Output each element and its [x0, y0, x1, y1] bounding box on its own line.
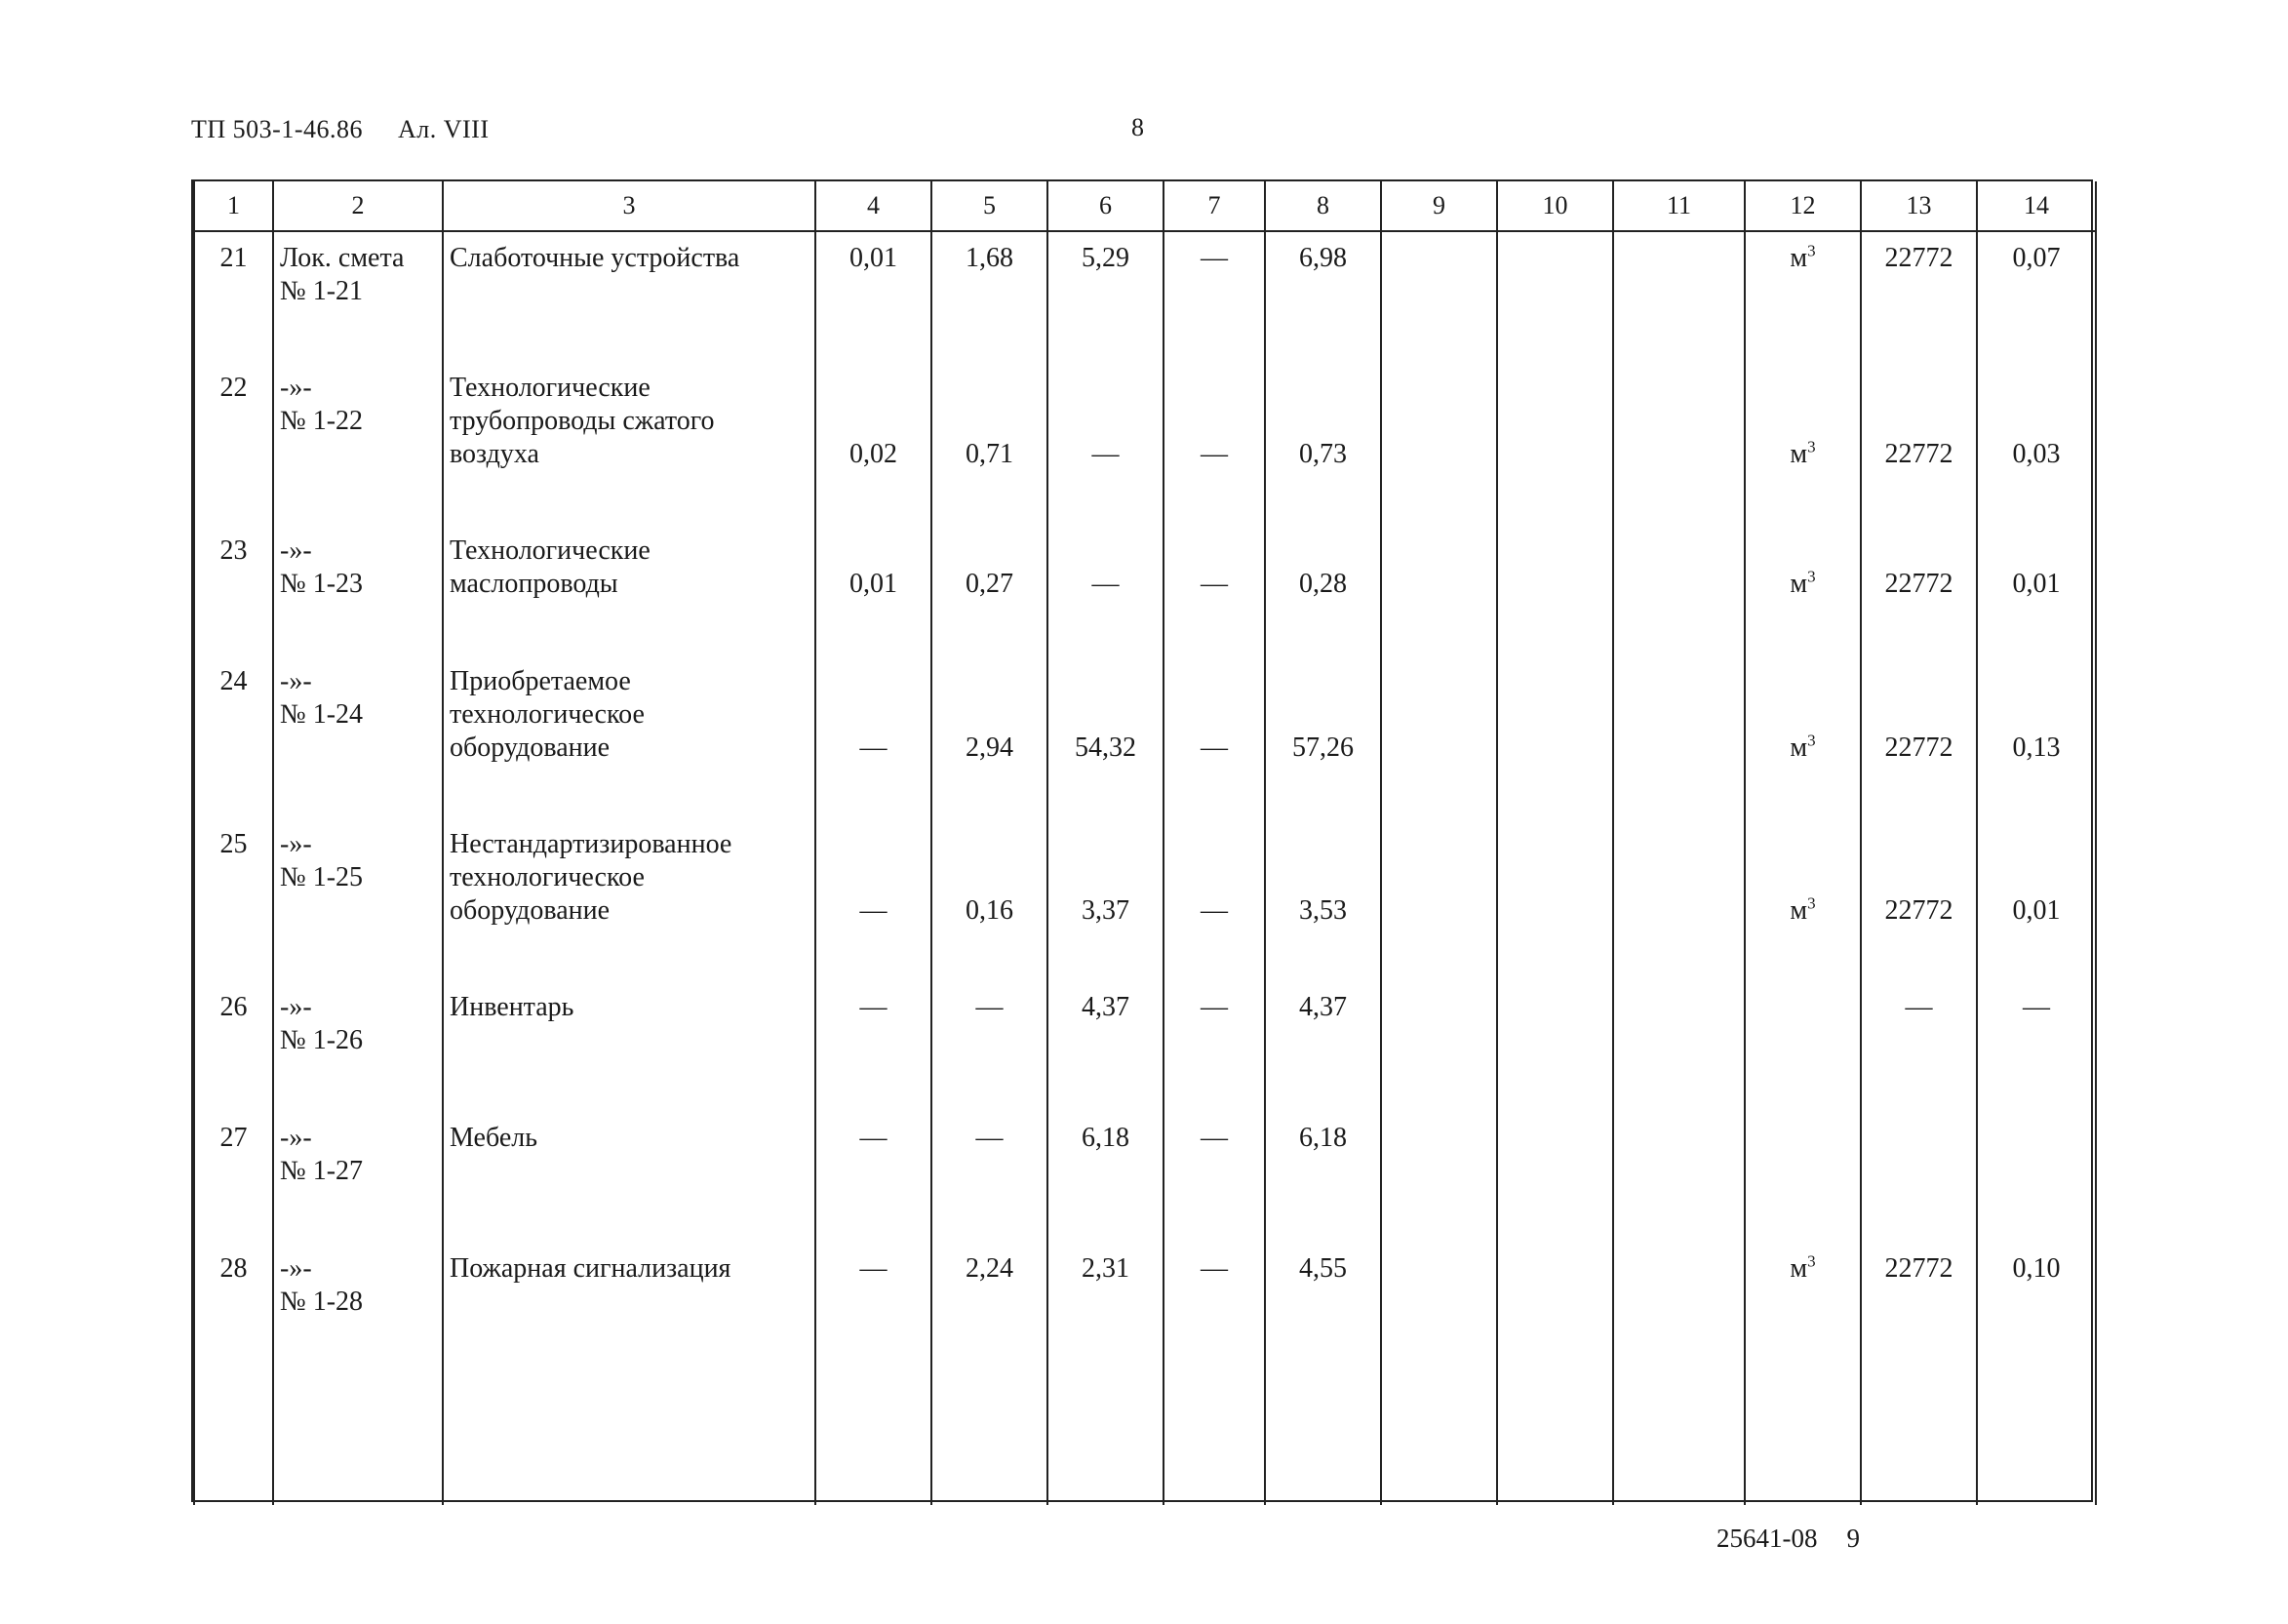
value-c5: —	[931, 1112, 1047, 1243]
column-header-8: 8	[1265, 181, 1381, 231]
work-name-line: Технологические	[450, 373, 651, 403]
value-c6: 6,18	[1047, 1112, 1164, 1243]
column-header-2: 2	[273, 181, 443, 231]
table-row	[194, 981, 2096, 1112]
value-c9	[1381, 362, 1497, 525]
value-c4: —	[815, 818, 931, 981]
row-number: 24	[194, 655, 273, 818]
reference-line-1: -»-	[280, 1123, 312, 1153]
value-c5: 1,68	[931, 231, 1047, 362]
column-number-header	[194, 181, 2096, 231]
reference-line-2: № 1-21	[280, 276, 364, 306]
value-c9	[1381, 818, 1497, 981]
column-header-10: 10	[1497, 181, 1613, 231]
document-code	[191, 115, 490, 144]
value-c11	[1613, 1112, 1745, 1243]
value-c5: 2,94	[931, 655, 1047, 818]
value-c7: —	[1164, 1112, 1265, 1243]
value-c14	[1977, 1112, 2096, 1243]
unit-of-measure	[1745, 818, 1861, 981]
value-c14: 0,07	[1977, 231, 2096, 362]
unit-of-measure	[1745, 362, 1861, 525]
unit-of-measure	[1745, 981, 1861, 1112]
estimate-reference	[273, 362, 443, 525]
value-c9	[1381, 525, 1497, 655]
value-c8: 3,53	[1265, 818, 1381, 981]
value-c6: 5,29	[1047, 231, 1164, 362]
estimate-reference	[273, 1243, 443, 1505]
value-c9	[1381, 981, 1497, 1112]
work-name-line: оборудование	[450, 895, 611, 926]
row-number: 22	[194, 362, 273, 525]
work-name-line: Мебель	[450, 1123, 538, 1153]
value-c4: 0,02	[815, 362, 931, 525]
value-c8: 6,98	[1265, 231, 1381, 362]
reference-line-2: № 1-26	[280, 1025, 364, 1055]
value-c4: —	[815, 1112, 931, 1243]
value-c5: —	[931, 981, 1047, 1112]
work-name	[443, 362, 815, 525]
value-c11	[1613, 362, 1745, 525]
value-c8: 57,26	[1265, 655, 1381, 818]
work-name-line: Слаботочные устройства	[450, 243, 740, 273]
value-c9	[1381, 1243, 1497, 1505]
unit-superscript: 3	[1807, 241, 1816, 260]
value-c6: 3,37	[1047, 818, 1164, 981]
value-c10	[1497, 655, 1613, 818]
row-number: 25	[194, 818, 273, 981]
column-header-7: 7	[1164, 181, 1265, 231]
row-number: 23	[194, 525, 273, 655]
value-c14: 0,10	[1977, 1243, 2096, 1505]
value-c8: 0,73	[1265, 362, 1381, 525]
table-row	[194, 1112, 2096, 1243]
reference-line-1: -»-	[280, 373, 312, 403]
value-c10	[1497, 1243, 1613, 1505]
estimate-reference	[273, 655, 443, 818]
work-name-line: технологическое	[450, 862, 645, 892]
value-c4: —	[815, 981, 931, 1112]
unit-of-measure	[1745, 231, 1861, 362]
estimate-reference	[273, 231, 443, 362]
estimate-reference	[273, 525, 443, 655]
archive-footer	[1716, 1524, 1860, 1554]
value-c6: —	[1047, 525, 1164, 655]
unit-text: м	[1790, 1253, 1808, 1284]
value-c14: 0,01	[1977, 525, 2096, 655]
reference-line-2: № 1-23	[280, 569, 364, 599]
value-c13: 22772	[1861, 655, 1977, 818]
unit-text: м	[1790, 895, 1808, 926]
value-c13: 22772	[1861, 525, 1977, 655]
work-name-line: технологическое	[450, 699, 645, 730]
value-c7: —	[1164, 1243, 1265, 1505]
value-c10	[1497, 981, 1613, 1112]
value-c13: —	[1861, 981, 1977, 1112]
column-header-13: 13	[1861, 181, 1977, 231]
column-header-6: 6	[1047, 181, 1164, 231]
value-c8: 0,28	[1265, 525, 1381, 655]
column-header-3: 3	[443, 181, 815, 231]
value-c6: 54,32	[1047, 655, 1164, 818]
row-number: 26	[194, 981, 273, 1112]
value-c5: 2,24	[931, 1243, 1047, 1505]
value-c10	[1497, 1112, 1613, 1243]
reference-line-2: № 1-28	[280, 1287, 364, 1317]
reference-line-2: № 1-27	[280, 1156, 364, 1186]
value-c5: 0,71	[931, 362, 1047, 525]
estimate-table	[193, 181, 2097, 1505]
work-name	[443, 818, 815, 981]
table-row	[194, 362, 2096, 525]
work-name	[443, 1112, 815, 1243]
value-c6: 4,37	[1047, 981, 1164, 1112]
unit-text: м	[1790, 243, 1808, 273]
value-c11	[1613, 818, 1745, 981]
sheet-number: 9	[1846, 1524, 1860, 1553]
value-c13: 22772	[1861, 231, 1977, 362]
value-c10	[1497, 362, 1613, 525]
column-header-4: 4	[815, 181, 931, 231]
column-header-5: 5	[931, 181, 1047, 231]
work-name-line: Пожарная сигнализация	[450, 1253, 731, 1284]
unit-superscript: 3	[1807, 1251, 1816, 1271]
estimate-reference	[273, 981, 443, 1112]
page-number: 8	[1131, 113, 1144, 141]
value-c11	[1613, 655, 1745, 818]
table-row	[194, 818, 2096, 981]
value-c8: 6,18	[1265, 1112, 1381, 1243]
unit-text: м	[1790, 733, 1808, 763]
album-number: Ал. VIII	[397, 115, 490, 143]
value-c9	[1381, 231, 1497, 362]
row-number: 27	[194, 1112, 273, 1243]
work-name-line: Приобретаемое	[450, 666, 631, 696]
work-name-line: оборудование	[450, 733, 611, 763]
value-c5: 0,27	[931, 525, 1047, 655]
value-c5: 0,16	[931, 818, 1047, 981]
unit-text: м	[1790, 569, 1808, 599]
value-c9	[1381, 1112, 1497, 1243]
unit-superscript: 3	[1807, 731, 1816, 750]
value-c11	[1613, 1243, 1745, 1505]
unit-superscript: 3	[1807, 893, 1816, 913]
unit-of-measure	[1745, 1243, 1861, 1505]
work-name-line: Нестандартизированное	[450, 829, 732, 859]
value-c14: 0,03	[1977, 362, 2096, 525]
reference-line-1: -»-	[280, 829, 312, 859]
value-c11	[1613, 525, 1745, 655]
reference-line-2: № 1-22	[280, 406, 364, 436]
value-c9	[1381, 655, 1497, 818]
work-name-line: воздуха	[450, 439, 539, 469]
work-name-line: Инвентарь	[450, 992, 574, 1022]
value-c14: 0,01	[1977, 818, 2096, 981]
value-c7: —	[1164, 525, 1265, 655]
reference-line-2: № 1-24	[280, 699, 364, 730]
unit-of-measure	[1745, 1112, 1861, 1243]
unit-superscript: 3	[1807, 437, 1816, 456]
archive-code: 25641-08	[1716, 1524, 1818, 1553]
value-c13: 22772	[1861, 818, 1977, 981]
work-name	[443, 655, 815, 818]
reference-line-1: Лок. смета	[280, 243, 405, 273]
column-header-11: 11	[1613, 181, 1745, 231]
value-c4: 0,01	[815, 231, 931, 362]
row-number: 21	[194, 231, 273, 362]
estimate-sheet	[191, 179, 2093, 1502]
table-body	[194, 231, 2096, 1505]
value-c6: 2,31	[1047, 1243, 1164, 1505]
value-c7: —	[1164, 362, 1265, 525]
value-c7: —	[1164, 818, 1265, 981]
value-c10	[1497, 525, 1613, 655]
reference-line-1: -»-	[280, 535, 312, 566]
value-c4: —	[815, 655, 931, 818]
reference-line-1: -»-	[280, 992, 312, 1022]
estimate-reference	[273, 1112, 443, 1243]
unit-superscript: 3	[1807, 567, 1816, 586]
value-c14: 0,13	[1977, 655, 2096, 818]
value-c7: —	[1164, 231, 1265, 362]
unit-of-measure	[1745, 655, 1861, 818]
work-name	[443, 1243, 815, 1505]
row-number: 28	[194, 1243, 273, 1505]
value-c13	[1861, 1112, 1977, 1243]
work-name	[443, 231, 815, 362]
value-c8: 4,37	[1265, 981, 1381, 1112]
value-c8: 4,55	[1265, 1243, 1381, 1505]
value-c13: 22772	[1861, 1243, 1977, 1505]
table-row	[194, 1243, 2096, 1505]
estimate-reference	[273, 818, 443, 981]
table-row	[194, 231, 2096, 362]
table-row	[194, 525, 2096, 655]
value-c14: —	[1977, 981, 2096, 1112]
column-header-14: 14	[1977, 181, 2096, 231]
value-c11	[1613, 981, 1745, 1112]
value-c10	[1497, 231, 1613, 362]
value-c11	[1613, 231, 1745, 362]
reference-line-1: -»-	[280, 666, 312, 696]
work-name-line: Технологические	[450, 535, 651, 566]
unit-text: м	[1790, 439, 1808, 469]
value-c13: 22772	[1861, 362, 1977, 525]
value-c10	[1497, 818, 1613, 981]
table-row	[194, 655, 2096, 818]
reference-line-2: № 1-25	[280, 862, 364, 892]
work-name-line: трубопроводы сжатого	[450, 406, 715, 436]
work-name	[443, 981, 815, 1112]
value-c7: —	[1164, 981, 1265, 1112]
reference-line-1: -»-	[280, 1253, 312, 1284]
work-name-line: маслопроводы	[450, 569, 618, 599]
value-c4: —	[815, 1243, 931, 1505]
column-header-9: 9	[1381, 181, 1497, 231]
value-c7: —	[1164, 655, 1265, 818]
column-header-1: 1	[194, 181, 273, 231]
doc-code-text: ТП 503-1-46.86	[191, 115, 363, 143]
value-c4: 0,01	[815, 525, 931, 655]
unit-of-measure	[1745, 525, 1861, 655]
value-c6: —	[1047, 362, 1164, 525]
work-name	[443, 525, 815, 655]
column-header-12: 12	[1745, 181, 1861, 231]
